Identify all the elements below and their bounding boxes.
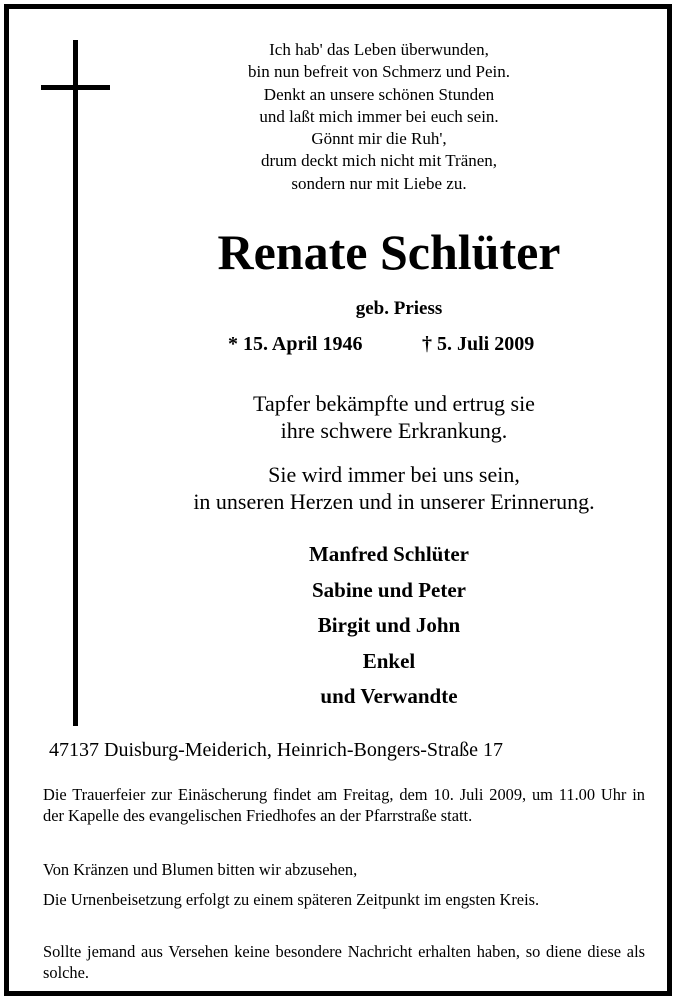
poem-line: sondern nur mit Liebe zu. [291, 173, 467, 193]
poem-line: und laßt mich immer bei euch sein. [259, 106, 499, 126]
poem-line: Gönnt mir die Ruh', [311, 129, 447, 149]
mourner: Manfred Schlüter [308, 542, 469, 566]
mourner: Sabine und Peter [311, 577, 466, 602]
mourners-list [239, 537, 539, 715]
deceased-name: Renate Schlüter [217, 224, 561, 280]
mourner: Enkel [362, 648, 416, 673]
birth-date: * 15. April 1946 [228, 333, 363, 355]
maiden-name: geb. Priess [355, 298, 443, 319]
tribute-line: Sie wird immer bei uns sein, [268, 462, 520, 487]
wreath-notice: Von Kränzen und Blumen bitten wir abzusehen, [43, 860, 358, 879]
tribute-text [109, 461, 672, 515]
poem [129, 39, 629, 195]
tribute-line: ihre schwere Erkrankung. [280, 418, 508, 443]
mourner: Birgit und John [317, 613, 461, 637]
notification-notice: Sollte jemand aus Versehen keine besondere Nachricht erhalten haben, so diene diese als solche. [43, 942, 645, 982]
tribute-line: Tapfer bekämpfte und ertrug sie [253, 391, 535, 416]
poem-line: drum deckt mich nicht mit Tränen, [260, 151, 498, 171]
poem-line: Denkt an unsere schönen Stunden [263, 84, 495, 104]
tribute-line: in unseren Herzen und in unserer Erinnerung. [193, 489, 595, 514]
mourner: und Verwandte [320, 684, 458, 708]
urn-notice: Die Urnenbeisetzung erfolgt zu einem späteren Zeitpunkt im engsten Kreis. [43, 890, 540, 909]
obituary-notice [4, 4, 672, 996]
funeral-notice: Die Trauerfeier zur Einäscherung findet am Freitag, dem 10. Juli 2009, um 11.00 Uhr in der Kapelle des evangelischen Friedhofes an der Pfarrstraße statt. [43, 785, 645, 825]
address: 47137 Duisburg-Meiderich, Heinrich-Bongers-Straße 17 [49, 739, 503, 761]
poem-line: bin nun befreit von Schmerz und Pein. [247, 62, 511, 82]
cross-icon [73, 40, 78, 726]
poem-line: Ich hab' das Leben überwunden, [269, 40, 489, 59]
cross-icon-bar [41, 85, 110, 90]
tribute-text [109, 390, 672, 444]
death-date: † 5. Juli 2009 [422, 333, 535, 355]
